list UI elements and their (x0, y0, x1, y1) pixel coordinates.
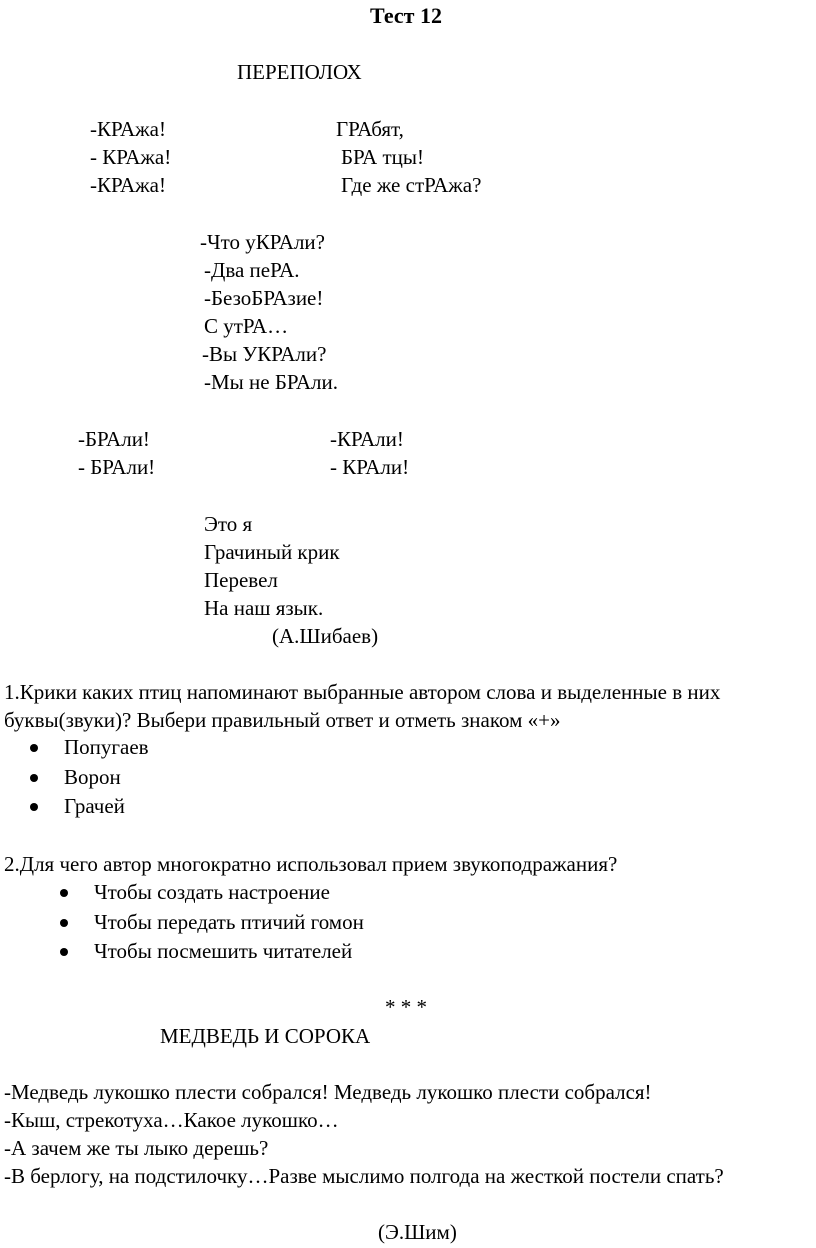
poem2-line-4: -В берлогу, на подстилочку…Разве мыслимо полгода на жесткой постели спать? (4, 1164, 724, 1188)
stanza4-line-4: На наш язык. (204, 596, 324, 620)
stanza3-left-line-2: - БРАли! (78, 455, 156, 479)
bullet-icon (30, 803, 38, 811)
question-1-text: 1.Крики каких птиц напоминают выбранные автором слова и выделенные в них буквы(звуки)? Выбери правильный ответ и отметь знаком «+» (4, 680, 721, 732)
poem2-line-3: -А зачем же ты лыко дерешь? (4, 1136, 269, 1160)
bullet-icon (30, 744, 38, 752)
poem2-author: (Э.Шим) (378, 1220, 457, 1244)
bullet-icon (60, 948, 68, 956)
stanza3-left-line-1: -БРАли! (78, 427, 150, 451)
poem-title: ПЕРЕПОЛОХ (237, 60, 362, 84)
stanza4-line-3: Перевел (204, 568, 278, 592)
stanza2-line-3: -БезоБРАзие! (204, 286, 324, 310)
question-1-option-3[interactable]: Грачей (64, 792, 149, 822)
stanza2-line-1: -Что уКРАли? (200, 230, 325, 254)
stanza4-line-1: Это я (204, 512, 253, 536)
stanza2-line-5: -Вы УКРАли? (202, 342, 327, 366)
stanza1-right-line-1: ГРАбят, (336, 117, 404, 141)
stanza1-left-line-1: -КРАжа! (90, 117, 166, 141)
question-1-option-1[interactable]: Попугаев (64, 733, 149, 763)
stanza2-line-6: -Мы не БРАли. (204, 370, 339, 394)
question-2-options (94, 878, 364, 967)
poem-author: (А.Шибаев) (272, 624, 379, 648)
question-1-options (64, 733, 149, 822)
question-2-option-1[interactable]: Чтобы создать настроение (94, 878, 364, 908)
question-1-option-2[interactable]: Ворон (64, 763, 149, 793)
section-separator: * * * (385, 995, 427, 1019)
stanza2-line-4: С утРА… (204, 314, 289, 338)
stanza3-right-line-2: - КРАли! (330, 455, 410, 479)
poem2-title: МЕДВЕДЬ И СОРОКА (160, 1024, 371, 1048)
bullet-icon (60, 889, 68, 897)
bullet-icon (30, 774, 38, 782)
stanza2-line-2: -Два пеРА. (204, 258, 300, 282)
question-2-option-3[interactable]: Чтобы посмешить читателей (94, 937, 364, 967)
stanza1-right-line-3: Где же стРАжа? (341, 173, 482, 197)
question-2-text: 2.Для чего автор многократно использовал прием звукоподражания? (4, 852, 618, 876)
stanza1-right-line-2: БРА тцы! (341, 145, 424, 169)
test-title: Тест 12 (370, 3, 442, 28)
stanza3-right-line-1: -КРАли! (330, 427, 404, 451)
bullet-icon (60, 919, 68, 927)
stanza1-left-line-3: -КРАжа! (90, 173, 166, 197)
stanza1-left-line-2: - КРАжа! (90, 145, 172, 169)
poem2-line-2: -Кыш, стрекотуха…Какое лукошко… (4, 1108, 339, 1132)
poem2-line-1: -Медведь лукошко плести собрался! Медведь лукошко плести собрался! (4, 1080, 652, 1104)
question-2-option-2[interactable]: Чтобы передать птичий гомон (94, 908, 364, 938)
stanza4-line-2: Грачиный крик (204, 540, 340, 564)
